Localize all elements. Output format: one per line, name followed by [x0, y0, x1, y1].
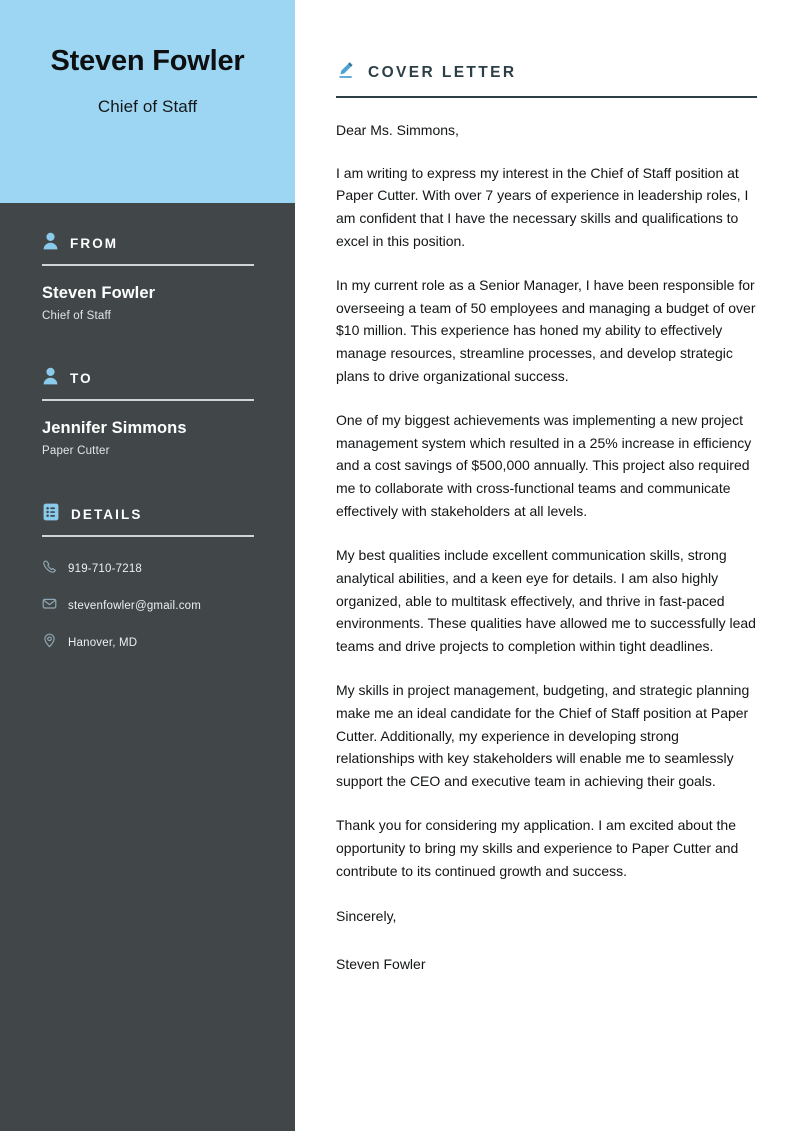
person-icon	[42, 367, 59, 390]
contact-phone-value: 919-710-7218	[68, 563, 143, 575]
sidebar-header-banner	[0, 0, 295, 203]
section-details-header	[42, 502, 255, 526]
to-name: Jennifer Simmons	[42, 419, 187, 437]
list-icon	[42, 503, 60, 526]
letter-paragraph: My best qualities include excellent communication skills, strong analytical abilities, and a keen eye for details. I am also highly organized, able to multitask effectively, and thrive in fast-paced environments. These qualities have allowed me to successfully lead teams and drive projects to completion within tight deadlines.	[336, 546, 756, 655]
letter-title-divider	[336, 96, 757, 98]
candidate-name: Steven Fowler	[50, 45, 245, 77]
signature-name: Steven Fowler	[336, 956, 426, 973]
letter-paragraph: I am writing to express my interest in the Chief of Staff position at Paper Cutter. With over 7 years of experience in leadership roles, I am confident that I have the necessary skills and qualifications to excel in this position.	[336, 164, 749, 249]
sidebar-body	[0, 203, 295, 663]
section-details-divider	[42, 535, 254, 537]
section-from	[42, 231, 255, 322]
from-subtitle: Chief of Staff	[42, 310, 112, 322]
pencil-icon	[336, 60, 355, 85]
closing-line: Sincerely,	[336, 908, 397, 925]
person-icon	[42, 232, 59, 255]
contact-location-row	[42, 633, 255, 653]
location-pin-icon	[42, 633, 57, 653]
letter-paragraph: Thank you for considering my application. I am excited about the opportunity to bring my skills and experience to Paper Cutter and contribute to its continued growth and success.	[336, 817, 739, 879]
section-details-label: DETAILS	[71, 506, 143, 522]
section-to-label: TO	[70, 370, 93, 386]
letter-paragraph: One of my biggest achievements was implementing a new project management system which resulted in a 25% increase in efficiency and a cost savings of $500,000 annually. This project also required me to collaborate with cross-functional teams and communicate effectively with stakeholders at all levels.	[336, 411, 752, 520]
letter-content	[295, 0, 800, 1131]
candidate-job-title: Chief of Staff	[97, 97, 198, 117]
section-to-header	[42, 366, 255, 390]
letter-title: COVER LETTER	[368, 63, 517, 81]
section-details	[42, 502, 255, 653]
salutation: Dear Ms. Simmons,	[336, 121, 459, 138]
contact-email-value: stevenfowler@gmail.com	[68, 600, 202, 612]
contact-email-row	[42, 596, 255, 616]
letter-paragraph: In my current role as a Senior Manager, I have been responsible for overseeing a team of 50 employees and managing a budget of over $10 million. This experience has honed my ability to effectively manage resources, streamline processes, and develop strategic plans to drive organizational success.	[336, 276, 756, 384]
sidebar	[0, 0, 295, 1131]
section-to-divider	[42, 399, 254, 401]
envelope-icon	[42, 596, 57, 616]
phone-icon	[42, 559, 57, 579]
contact-phone-row	[42, 559, 255, 579]
from-name: Steven Fowler	[42, 284, 156, 302]
to-subtitle: Paper Cutter	[42, 445, 110, 457]
letter-paragraph: My skills in project management, budgeting, and strategic planning make me an ideal candidate for the Chief of Staff position at Paper Cutter. Additionally, my experience in developing strong relationships with key stakeholders will enable me to seamlessly support the CEO and executive team in achieving their goals.	[336, 681, 750, 790]
contact-location-value: Hanover, MD	[68, 637, 138, 649]
section-to	[42, 366, 255, 457]
letter-header	[336, 60, 757, 85]
section-from-label: FROM	[70, 235, 119, 251]
section-from-divider	[42, 264, 254, 266]
contact-details-list	[42, 559, 255, 653]
section-from-header	[42, 231, 255, 255]
